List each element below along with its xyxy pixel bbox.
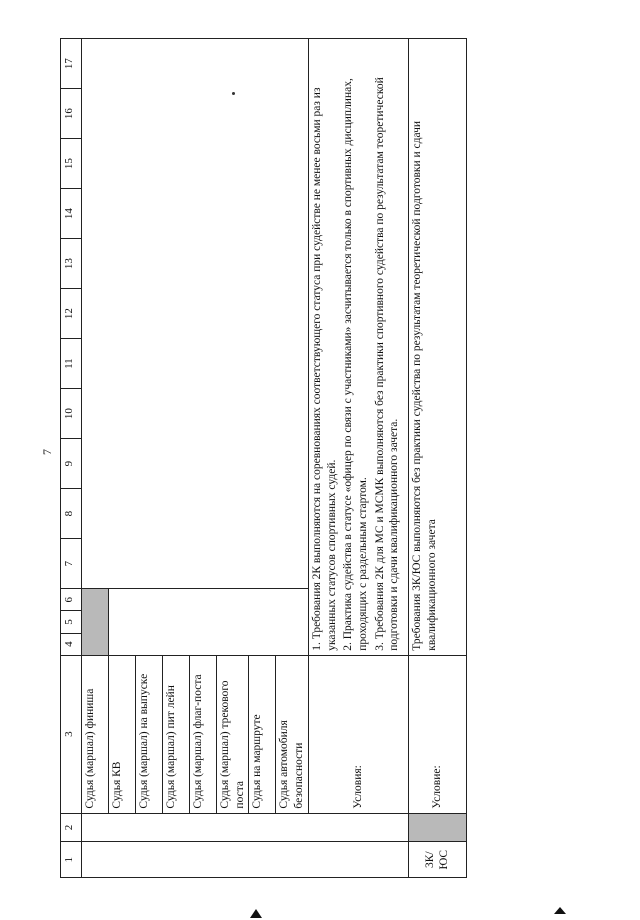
referee-role: Судья КВ [109,655,136,813]
shaded-cell [408,813,466,842]
referee-role: Судья (маршал) трекового поста [217,655,249,813]
category-row [408,39,466,878]
referee-role: Судья (маршал) флаг-поста [190,655,217,813]
col-header: 10 [61,389,82,439]
col-header: 4 [61,633,82,655]
col-header: 6 [61,589,82,611]
category-condition-label: Условие: [408,655,466,813]
rotated-table-wrapper [60,38,451,878]
empty-cell [82,39,309,589]
col-header: 8 [61,489,82,539]
referee-role: Судья (маршал) финиша [82,655,109,813]
col-header: 16 [61,89,82,139]
condition-item: 1. Требования 2К выполняются на соревнованиях соответствующего статуса при судействе не менее восьми раз из указанных статусов спортивных судей. [310,87,338,651]
col-header: 13 [61,239,82,289]
category-code: 3К/ЮС [408,842,466,878]
header-row [61,39,82,878]
scan-mark [554,907,566,914]
col-header: 14 [61,189,82,239]
shaded-cell [82,589,109,656]
scan-mark [250,909,262,918]
col-header: 1 [61,842,82,878]
referee-role: Судья на маршруте [249,655,276,813]
conditions-text [308,39,408,656]
empty-cell [109,589,309,656]
referee-role: Судья автомобиля безопасности [276,655,308,813]
col-header: 2 [61,813,82,842]
code-cell [82,842,409,878]
page-number: 7 [40,449,54,455]
qualification-table [60,38,467,878]
col-header: 12 [61,289,82,339]
col-header: 17 [61,39,82,89]
conditions-row [308,39,408,878]
referee-role: Судья (маршал) пит лейн [163,655,190,813]
col-header: 9 [61,439,82,489]
col-header: 7 [61,539,82,589]
condition-item: 3. Требования 2К для МС и МСМК выполняются без практики спортивного судейства по результатам теоретической подготовки и сдачи квалификационного зачета. [373,77,401,651]
col-header: 15 [61,139,82,189]
col-header: 3 [61,655,82,813]
category-condition-text: Требования 3К/ЮС выполняются без практики судейства по результатам теоретической подготовки и сдачи квалификационного зачета [408,39,466,656]
conditions-label: Условия: [308,655,408,813]
condition-item: 2. Практика судейства в статусе «офицер по связи с участниками» засчитывается только в спортивных дисциплинах, проходящих с раздельным стартом. [342,78,370,651]
referee-role: Судья (маршал) на выпуске [136,655,163,813]
table-row [82,39,109,878]
col-header: 11 [61,339,82,389]
col-header: 5 [61,611,82,633]
number-cell [82,813,409,842]
